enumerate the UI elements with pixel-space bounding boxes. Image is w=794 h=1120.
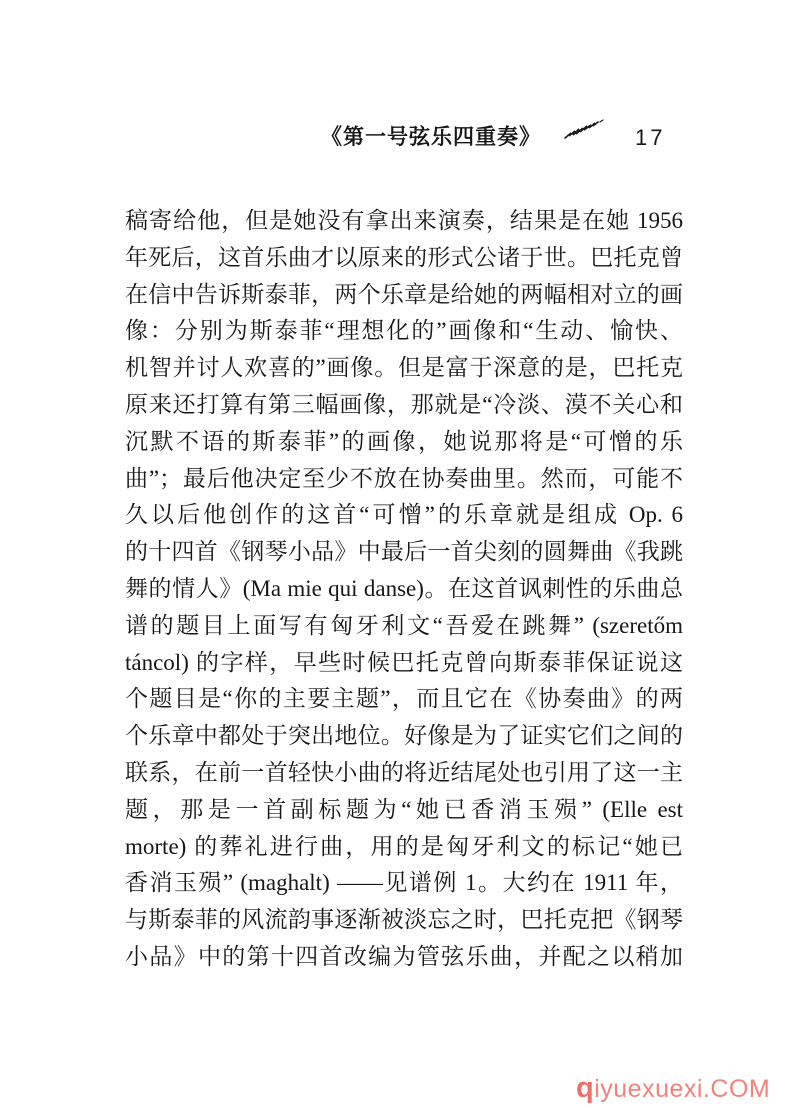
watermark-initial: q xyxy=(576,1072,595,1104)
body-text-line: 香消玉殒” (maghalt) ——见谱例 1。大约在 1911 年， xyxy=(125,870,683,896)
watermark-text: iyuexuexi.COM xyxy=(594,1075,771,1103)
body-text-line: 机智并讨人欢喜的”画像。但是富于深意的是，巴托克 xyxy=(125,355,683,381)
body-text-line: 在信中告诉斯泰菲，两个乐章是给她的两幅相对立的画 xyxy=(125,281,683,307)
body-text-line: 久以后他创作的这首“可憎”的乐章就是组成 Op. 6 xyxy=(125,502,683,528)
body-text-line: 小品》中的第十四首改编为管弦乐曲，并配之以稍加 xyxy=(125,943,683,969)
body-text-line: 题，那是一首副标题为“她已香消玉殒” (Elle est xyxy=(125,796,683,822)
site-watermark xyxy=(576,1072,770,1105)
body-text-line: 的十四首《钢琴小品》中最后一首尖刻的圆舞曲《我跳 xyxy=(125,539,683,565)
body-text-line: morte) 的葬礼进行曲，用的是匈牙利文的标记“她已 xyxy=(125,833,683,859)
body-text-line: 与斯泰菲的风流韵事逐渐被淡忘之时，巴托克把《钢琴 xyxy=(125,907,683,933)
body-text-line: 联系，在前一首轻快小曲的将近结尾处也引用了这一主 xyxy=(125,759,683,785)
running-header-title: 《第一号弦乐四重奏》 xyxy=(321,124,541,150)
body-text-line: 舞的情人》(Ma mie qui danse)。在这首讽刺性的乐曲总 xyxy=(125,575,683,601)
body-text-line: 个题目是“你的主要主题”，而且它在《协奏曲》的两 xyxy=(125,686,683,712)
page-number: 17 xyxy=(635,125,666,150)
body-text-line: 个乐章中都处于突出地位。好像是为了证实它们之间的 xyxy=(125,723,683,749)
body-text-line: 像：分别为斯泰菲“理想化的”画像和“生动、愉快、 xyxy=(125,318,683,344)
body-text-line: táncol) 的字样，早些时候巴托克曾向斯泰菲保证说这 xyxy=(125,649,683,675)
pen-scribble-icon xyxy=(562,118,606,142)
body-text-line: 稿寄给他，但是她没有拿出来演奏，结果是在她 1956 xyxy=(125,208,683,233)
body-text-line: 曲”；最后他决定至少不放在协奏曲里。然而，可能不 xyxy=(125,465,683,491)
body-text xyxy=(125,203,683,976)
body-text-line: 年死后，这首乐曲才以原来的形式公诸于世。巴托克曾 xyxy=(125,244,683,270)
body-text-line: 原来还打算有第三幅画像，那就是“冷淡、漠不关心和 xyxy=(125,391,683,417)
body-text-line: 沉默不语的斯泰菲”的画像，她说那将是“可憎的乐 xyxy=(125,428,683,454)
body-text-line: 谱的题目上面写有匈牙利文“吾爱在跳舞” (szeretőm xyxy=(125,612,683,638)
